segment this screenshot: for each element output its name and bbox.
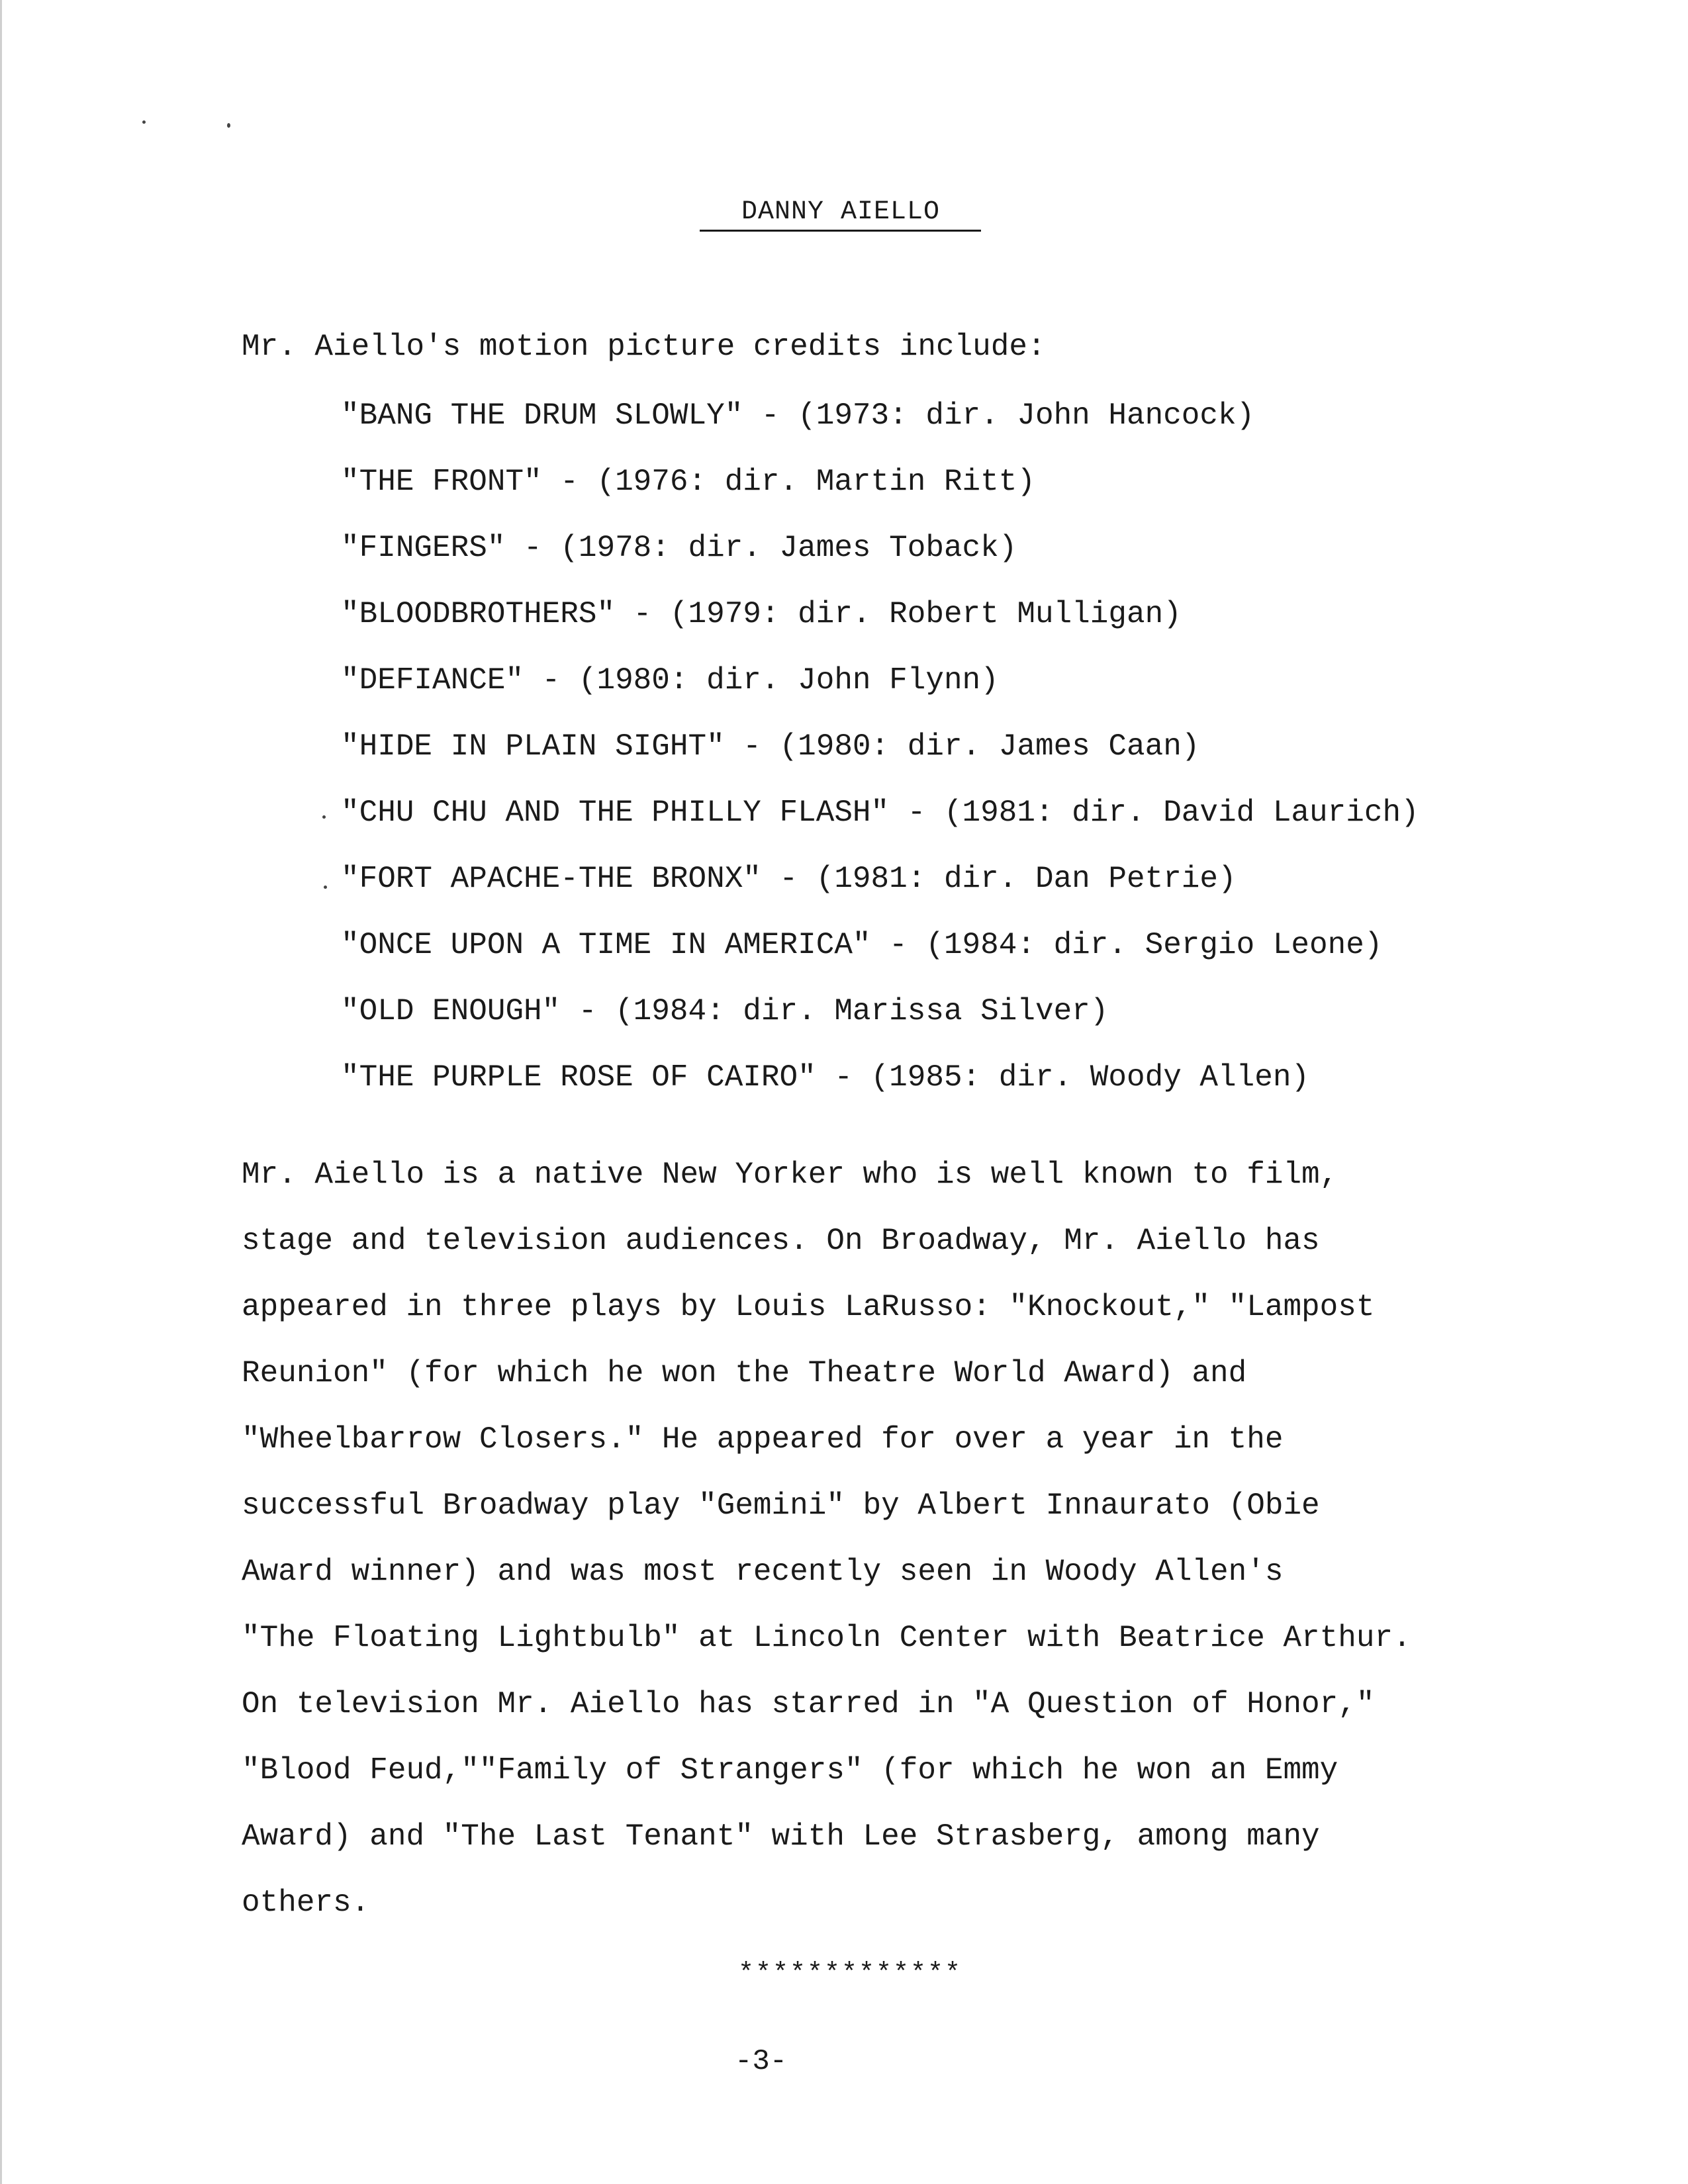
scan-speck bbox=[142, 120, 146, 124]
credit-item: "FORT APACHE-THE BRONX" - (1981: dir. Dan Petrie) bbox=[341, 862, 1237, 896]
credits-list bbox=[341, 396, 1419, 1124]
bio-line: stage and television audiences. On Broadway, Mr. Aiello has bbox=[242, 1224, 1320, 1258]
bio-line: appeared in three plays by Louis LaRusso: "Knockout," "Lampost bbox=[242, 1290, 1375, 1324]
section-separator: ************* bbox=[738, 1959, 962, 1989]
bio-line: Award) and "The Last Tenant" with Lee Strasberg, among many bbox=[242, 1819, 1320, 1854]
page-number: -3- bbox=[735, 2045, 788, 2078]
bio-line: others. bbox=[242, 1886, 370, 1920]
credit-item: "THE FRONT" - (1976: dir. Martin Ritt) bbox=[341, 465, 1035, 499]
credits-intro: Mr. Aiello's motion picture credits include: bbox=[242, 330, 1046, 364]
bio-line: "Wheelbarrow Closers." He appeared for over a year in the bbox=[242, 1422, 1284, 1457]
credit-item: "BLOODBROTHERS" - (1979: dir. Robert Mulligan) bbox=[341, 597, 1182, 631]
page-left-edge bbox=[0, 0, 2, 2184]
credit-item: "DEFIANCE" - (1980: dir. John Flynn) bbox=[341, 663, 999, 698]
biography-paragraph bbox=[242, 1142, 1559, 1936]
bio-line: Reunion" (for which he won the Theatre World Award) and bbox=[242, 1356, 1247, 1390]
scan-speck bbox=[227, 123, 230, 128]
bio-line: Mr. Aiello is a native New Yorker who is well known to film, bbox=[242, 1158, 1338, 1192]
title-underline bbox=[700, 230, 981, 232]
bio-line: "Blood Feud,""Family of Strangers" (for which he won an Emmy bbox=[242, 1753, 1338, 1788]
credit-item: "OLD ENOUGH" - (1984: dir. Marissa Silver) bbox=[341, 994, 1109, 1028]
margin-mark bbox=[322, 815, 326, 819]
margin-mark bbox=[324, 886, 327, 889]
bio-line: Award winner) and was most recently seen in Woody Allen's bbox=[242, 1555, 1284, 1589]
credit-item: "ONCE UPON A TIME IN AMERICA" - (1984: dir. Sergio Leone) bbox=[341, 928, 1383, 962]
credit-item: "HIDE IN PLAIN SIGHT" - (1980: dir. James Caan) bbox=[341, 729, 1200, 764]
bio-line: On television Mr. Aiello has starred in "A Question of Honor," bbox=[242, 1687, 1375, 1721]
credit-item: "FINGERS" - (1978: dir. James Toback) bbox=[341, 531, 1017, 565]
bio-line: "The Floating Lightbulb" at Lincoln Center with Beatrice Arthur. bbox=[242, 1621, 1411, 1655]
bio-line: successful Broadway play "Gemini" by Albert Innaurato (Obie bbox=[242, 1488, 1320, 1523]
credit-item: "BANG THE DRUM SLOWLY" - (1973: dir. John Hancock) bbox=[341, 398, 1255, 433]
credit-item: "THE PURPLE ROSE OF CAIRO" - (1985: dir. Woody Allen) bbox=[341, 1060, 1310, 1095]
credit-item: "CHU CHU AND THE PHILLY FLASH" - (1981: dir. David Laurich) bbox=[341, 796, 1419, 830]
document-title: DANNY AIELLO bbox=[741, 197, 941, 227]
